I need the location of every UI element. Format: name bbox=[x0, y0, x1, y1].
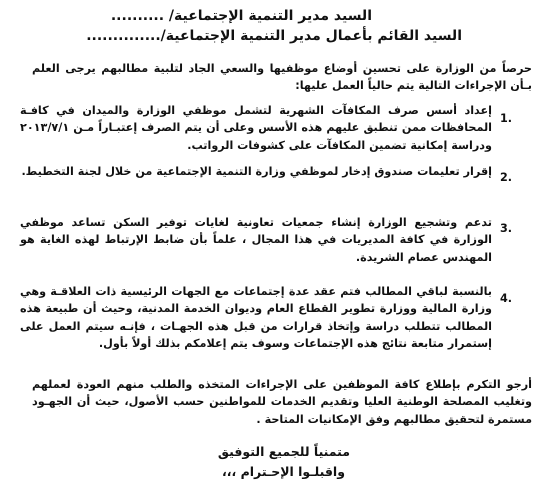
addressee-line-2: السيد القائم بأعمال مدير التنمية الإجتماعية/.............. bbox=[86, 28, 462, 44]
addressee-line-1: السيد مدير التنمية الإجتماعية/ .......... bbox=[110, 8, 372, 24]
intro-paragraph: حرصاً من الوزارة على تحسين أوضاع موظفيها والسعي الجاد لتلبية مطالبهم يرجى العلم بـأن الإجراءات التالية يتم حالياً العمل عليها: bbox=[32, 62, 532, 93]
sign-off-line-2: واقبلـوا الإحـترام ،،، bbox=[222, 464, 345, 479]
item-text-1: إعداد أسس صرف المكافآت الشهرية لتشمل موظفي الوزارة والميدان في كافـة المحافظات ممن تنطبق عليهم هذه الأسس وعلى أن يتم الصرف إعتبـاراً مـن ٢٠١٣/٧/١ ودراسة إمكانية تضمين المكافآت على كشوفات الرواتب. bbox=[20, 104, 492, 152]
item-text-2: إقرار تعليمات صندوق إدخار لموظفي وزارة التنمية الإجتماعية من خلال لجنة التخطيط. bbox=[21, 165, 492, 178]
item-text-4: بالنسبة لباقي المطالب فتم عقد عدة إجتماعات مع الجهات الرئيسية ذات العلاقـة وهي وزارة المالية ووزارة تطوير القطاع العام وديوان الخدمة المدنية، وحيث أن طبيعة هذه المطالب تتطلب دراسة وإتخاذ قرارات من قبل هذه الجهـات ، فإنـه سيتم العمل على إستمرار متابعة نتائج هذه الإجتماعات وسوف يتم إعلامكم بذلك أولاً بأول. bbox=[20, 285, 492, 351]
sign-off-line-1: متمنياً للجميع التوفيق bbox=[217, 444, 350, 459]
item-number-1: .1 bbox=[499, 112, 512, 125]
item-text-3: تدعم وتشجيع الوزارة إنشاء جمعيات تعاونية لغايات توفير السكن تساعد موظفي الوزارة في كافة المديريات في هذا المجال ، علماً بأن ضابط الإرتباط لهذه الغاية هو المهندس عصام الشريدة. bbox=[20, 216, 492, 264]
item-number-3: .3 bbox=[499, 222, 512, 235]
item-number-4: .4 bbox=[499, 292, 512, 305]
closing-paragraph: أرجو التكرم بإطلاع كافة الموظفين على الإجراءات المتخذه والطلب منهم العودة لعملهم وتغليب المصلحة الوطنية العليا وتقديم الخدمات للمواطنين حسب الأصول، حيث أن الجهـود مستمرة لتحقيق مطالبهم وفق الإمكانيات المتاحة . bbox=[32, 378, 532, 426]
item-number-2: .2 bbox=[499, 171, 512, 184]
